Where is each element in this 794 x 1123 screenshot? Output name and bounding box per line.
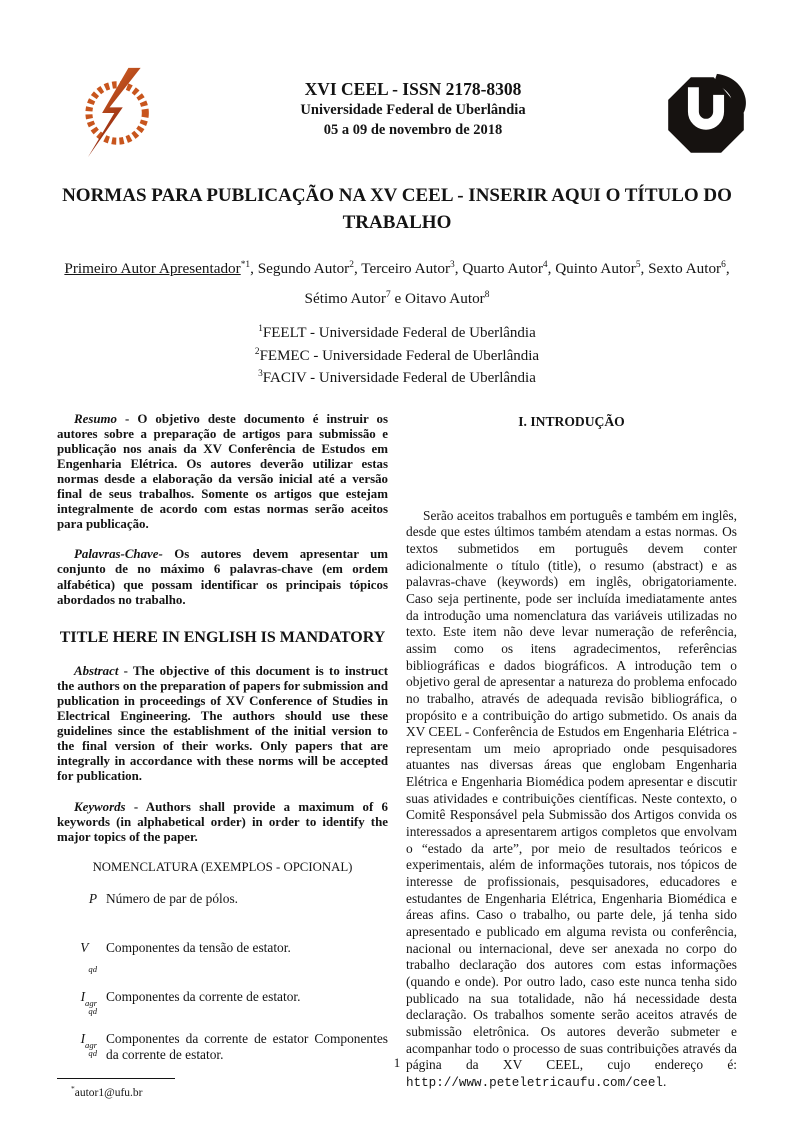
affiliation-3: $^3$FACIV - Universidade Federal de Uberlândia (258, 369, 536, 387)
left-column (57, 412, 388, 1099)
affiliations-block (0, 320, 794, 388)
nomenclature-item-3: I agr qd Componentes da corrente de estator. (57, 989, 388, 1016)
introduction-paragraph: Serão aceitos trabalhos em português e também em inglês, desde que estes últimos também atendam a estas normas. Os textos submetidos em português devem conter adicionalmente o título (title), o resumo (abstract) e as palavras-chave (keywords) em inglês, obrigatoriamente. Caso seja pertinente, pode ser incluída imediatamente antes da introdução uma nomenclatura das variáveis utilizadas no texto. Este item não deve levar numeração de referência, assim como os itens agradecimentos, referências bibliográficas e dados biográficos. A introdução tem o objetivo geral de apresentar a natureza do problema enfocado no trabalho, através de adequada revisão bibliográfica, o propósito e a contribuição do artigo submetido. Os anais da XV CEEL - Conferência de Estudos em Engenharia Elétrica - representam um meio apropriado onde pesquisadores atuantes nas diversas áreas que englobam Engenharia Elétrica e Engenharia Biomédica podem apresentar e discutir suas atividades e contribuições científicas. Neste contexto, o Comitê Responsável pela Submissão dos Artigos convida os interessados a apresentarem artigos completos que envolvam o “estado da arte”, por meio de resultados teóricos e experimentais, além de informações tutorais, nos tópicos de interesse de profissionais, pesquisadores, educadores e estudantes de Engenharia Elétrica, Engenharia Biomédica e áreas afins. Caso o trabalho, ou parte dele, já tenha sido apresentado e publicado em alguma revista ou conferência, nacional ou internacional, deve ser anexada no corpo do trabalho declaração dos autores com estas informações (quando e onde). Por outro lado, caso este nunca tenha sido publicado na sua totalidade, não há necessidade desta declaração. Os trabalhos somente serão aceitos através de submissão eletrônica. Os autores deverão submeter e acompanhar todo o processo de suas contribuições através da página da XV CEEL, cujo endereço é: http://www.peteletricaufu.com/ceel. (406, 507, 737, 1090)
right-column (406, 412, 737, 1099)
resumo-paragraph: Resumo - O objetivo deste documento é instruir os autores sobre a preparação de artigos para submissão e publicação nos anais da XV Conferência de Estudos em Engenharia Elétrica. Os autores deverão utilizar estas normas desde a elaboração da versão inicial até a versão final de seus trabalhos. Somente os artigos que estejam integralmente de acordo com estas normas serão aceitos para publicação. (57, 411, 388, 532)
author-footnote (57, 1078, 388, 1099)
nomenclature-item-2: V qd Componentes da tensão de estator. (57, 940, 388, 974)
affiliation-1: $^1$FEELT - Universidade Federal de Uberlândia (258, 324, 536, 342)
conference-dates: 05 a 09 de novembro de 2018 (323, 122, 503, 138)
symbol-Vqd: V qd (80, 939, 97, 975)
authors-line (54, 252, 740, 312)
conference-title: XVI CEEL - ISSN 2178-8308 (304, 79, 522, 99)
nomenclature-item-1: P Número de par de pólos. (57, 891, 388, 925)
author-7: Sétimo Autor$^7$ e (304, 290, 406, 308)
nomenclature-heading: NOMENCLATURA (EXEMPLOS - OPCIONAL) (92, 859, 353, 874)
header-text-block (162, 78, 664, 140)
footnote-email: *autor1@ufu.br (71, 1083, 143, 1099)
abstract-paragraph: Abstract - The objective of this document is to instruct the authors on the preparation of papers for submission and publication in proceedings of XV Conference of Studies in Electrical Engineering. The authors should use these guidelines since the establishment of the initial version to the final version of their works. Only papers that are integrally in accordance with these norms will be accepted for publication. (57, 663, 388, 784)
footnote-rule (57, 1078, 175, 1079)
keywords-paragraph: Keywords - Authors shall provide a maximum of 6 keywords (in alphabetical order) in order to identify the major topics of the paper. (57, 799, 388, 844)
author-1: Primeiro Autor Apresentador$^{*1}$, (64, 260, 258, 278)
university-name: Universidade Federal de Uberlândia (300, 102, 526, 118)
symbol-Iqd-agr: I agr qd (80, 988, 97, 1017)
author-6: Sexto Autor$^6$, (648, 260, 730, 278)
author-2: Segundo Autor$^2$, (257, 260, 362, 278)
symbol-P: P (88, 890, 97, 906)
lightning-gear-logo-icon (76, 66, 162, 160)
author-3: Terceiro Autor$^3$, (361, 260, 463, 278)
two-column-body (0, 412, 794, 1099)
author-4: Quarto Autor$^4$, (462, 260, 556, 278)
page-number: 1 (393, 1055, 401, 1070)
nomenclature-item-4: I agr qd Componentes da corrente de estator Componentes da corrente de estator. (57, 1031, 388, 1063)
author-8: Oitavo Autor$^8$ (405, 290, 490, 308)
palavras-chave-paragraph: Palavras-Chave- Os autores devem apresentar um conjunto de no máximo 6 palavras-chave (em ordem alfabética) que possam identificar os principais tópicos abordados no trabalho. (57, 547, 388, 607)
author-5: Quinto Autor$^5$, (555, 260, 649, 278)
english-title-heading: TITLE HERE IN ENGLISH IS MANDATORY (59, 628, 386, 646)
ufu-logo-icon (664, 72, 748, 158)
symbol-Iqd-agr-2: I agr qd (80, 1030, 97, 1059)
introduction-heading: I. INTRODUÇÃO (518, 413, 625, 429)
affiliation-2: $^2$FEMEC - Universidade Federal de Uberlândia (254, 346, 540, 364)
paper-header (0, 0, 794, 160)
ceel-url-link[interactable]: http://www.peteletricaufu.com/ceel (406, 1075, 663, 1090)
paper-title: NORMAS PARA PUBLICAÇÃO NA XV CEEL - INSERIR AQUI O TÍTULO DO TRABALHO (62, 185, 732, 233)
